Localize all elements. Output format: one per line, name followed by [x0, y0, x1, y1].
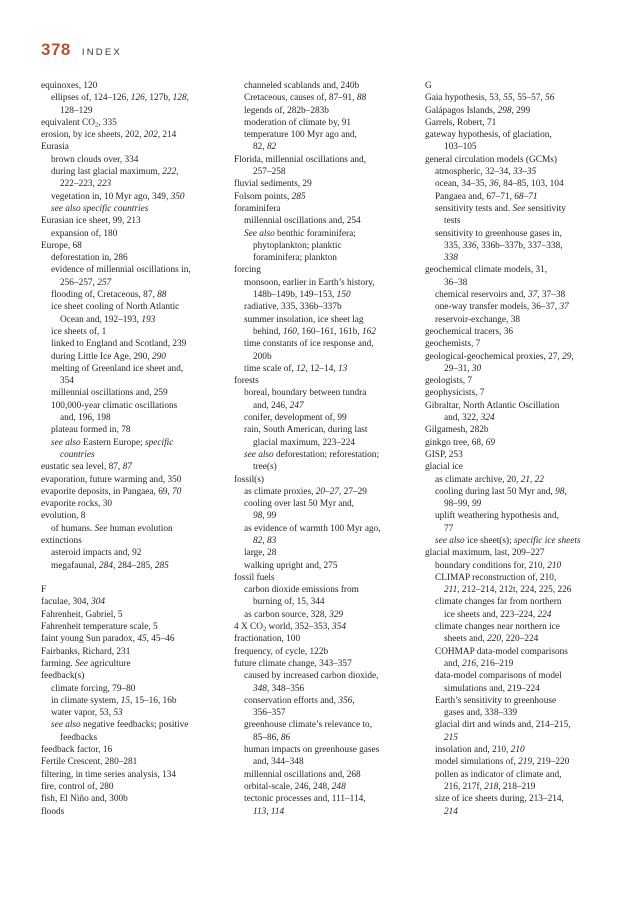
- index-subentry: during last glacial maximum, 222,: [51, 167, 179, 178]
- index-subentry: as climate archive, 20, 21, 22: [435, 474, 544, 485]
- index-subentry: linked to England and Scotland, 239: [51, 339, 187, 350]
- index-entry: GISP, 253: [425, 449, 463, 460]
- index-subentry: ice sheet cooling of North Atlantic: [51, 302, 180, 313]
- index-section-letter: G: [425, 81, 432, 91]
- index-subentry: 214: [444, 806, 458, 817]
- index-subentry: cooling over last 50 Myr and,: [244, 499, 354, 510]
- index-subentry: glacial maximum, 223–224: [253, 437, 355, 448]
- index-entry: eustatic sea level, 87, 87: [41, 462, 132, 473]
- index-subentry: burning of, 15, 344: [253, 597, 325, 608]
- index-subentry: sensitivity to greenhouse gases in,: [435, 228, 562, 239]
- index-subentry: 29–31, 30: [444, 363, 482, 374]
- index-subentry: as evidence of warmth 100 Myr ago,: [244, 523, 381, 534]
- index-subentry: time scale of, 12, 12–14, 13: [244, 363, 348, 374]
- index-subentry: data-model comparisons of model: [435, 671, 562, 682]
- index-subentry: and, 216, 216–219: [444, 658, 514, 669]
- index-subentry: 113, 114: [253, 806, 285, 817]
- index-subentry: 215: [444, 732, 458, 743]
- index-subentry: one-way transfer models, 36–37, 37: [435, 302, 569, 313]
- index-subentry: caused by increased carbon dioxide,: [244, 671, 379, 682]
- index-entry: evaporite deposits, in Pangaea, 69, 70: [41, 486, 182, 497]
- index-entry: Galápagos Islands, 298, 299: [425, 105, 531, 116]
- index-entry: fluvial sediments, 29: [234, 179, 312, 190]
- index-entry: Fahrenheit, Gabriel, 5: [41, 609, 123, 620]
- index-entry: faculae, 304, 304: [41, 597, 106, 608]
- index-subentry: See also benthic foraminifera;: [244, 228, 356, 239]
- index-entry: Florida, millennial oscillations and,: [234, 154, 366, 165]
- index-subentry: as climate proxies, 20–27, 27–29: [244, 486, 367, 497]
- index-subentry: moderation of climate by, 91: [244, 117, 352, 128]
- index-subentry: sensitivity tests and. See sensitivity: [435, 203, 566, 214]
- index-subentry: summer insolation, ice sheet lag: [244, 314, 364, 325]
- index-subentry: Earth’s sensitivity to greenhouse: [435, 695, 557, 706]
- index-subentry: tests: [444, 216, 461, 227]
- running-head: INDEX: [81, 47, 122, 58]
- index-entry: Folsom points, 285: [234, 191, 306, 202]
- index-subentry: conifer, development of, 99: [244, 413, 347, 424]
- index-entry: glacial maximum, last, 209–227: [425, 548, 545, 559]
- index-entry: erosion, by ice sheets, 202, 202, 214: [41, 130, 177, 141]
- index-subentry: 85–86, 86: [253, 732, 291, 743]
- index-subentry: 82, 82: [253, 142, 277, 153]
- index-subentry: human impacts on greenhouse gases: [244, 745, 380, 756]
- index-subentry: boreal, boundary between tundra: [244, 388, 367, 399]
- index-entry: fractionation, 100: [234, 634, 301, 645]
- index-entry: general circulation models (GCMs): [425, 154, 557, 165]
- index-subentry: 222–223, 223: [60, 179, 112, 190]
- index-subentry: orbital-scale, 246, 248, 248: [244, 781, 346, 792]
- index-entry: evaporite rocks, 30: [41, 499, 112, 510]
- index-subentry: ellipses of, 124–126, 126, 127b, 128,: [51, 93, 189, 104]
- index-subentry: see also ice sheet(s); specific ice sheets: [435, 535, 581, 546]
- index-subentry: atmospheric, 32–34, 33–35: [435, 167, 537, 178]
- index-subentry: gases and, 338–339: [444, 708, 518, 719]
- index-subentry: 36–38: [444, 277, 468, 288]
- index-subentry: and, 322, 324: [444, 413, 495, 424]
- index-entry: Eurasia: [41, 142, 69, 153]
- index-subentry: and, 246, 247: [253, 400, 304, 411]
- index-subentry: flooding of, Cretaceous, 87, 88: [51, 290, 167, 301]
- index-subentry: and, 344–348: [253, 757, 304, 768]
- index-subentry: tectonic processes and, 111–114,: [244, 794, 366, 805]
- index-entry: fossil(s): [234, 474, 264, 485]
- index-column-3: [425, 80, 610, 818]
- index-entry: Fertile Crescent, 280–281: [41, 757, 138, 768]
- index-subentry: 98–99, 99: [444, 499, 482, 510]
- index-entry: gateway hypothesis, of glaciation,: [425, 130, 552, 141]
- index-subentry: millennial oscillations and, 259: [51, 388, 168, 399]
- index-subentry: 98, 99: [253, 511, 277, 522]
- index-subentry: boundary conditions for, 210, 210: [435, 560, 562, 571]
- index-entry: frequency, of cycle, 122b: [234, 646, 329, 657]
- page-number: 378: [41, 40, 71, 59]
- index-subentry: conservation efforts and, 356,: [244, 695, 355, 706]
- index-entry: feedback(s): [41, 671, 85, 682]
- index-subentry: 128–129: [60, 105, 93, 116]
- index-subentry: vegetation in, 10 Myr ago, 349, 350: [51, 191, 185, 202]
- index-entry: Fairbanks, Richard, 231: [41, 646, 131, 657]
- index-entry: faint young Sun paradox, 45, 45–46: [41, 634, 175, 645]
- index-subentry: tree(s): [253, 462, 277, 473]
- index-subentry: foraminifera; plankton: [253, 253, 337, 264]
- index-entry: forcing: [234, 265, 261, 276]
- index-entry: forests: [234, 376, 259, 387]
- section-gap: [41, 572, 224, 584]
- index-subentry: walking upright and, 275: [244, 560, 338, 571]
- index-subentry: monsoon, earlier in Earth’s history,: [244, 277, 375, 288]
- index-entry: equinoxes, 120: [41, 81, 98, 91]
- index-subentry: insolation and, 210, 210: [435, 745, 525, 756]
- index-subentry: chemical reservoirs and, 37, 37–38: [435, 290, 566, 301]
- index-subentry: Cretaceous, causes of, 87–91, 88: [244, 93, 367, 104]
- index-subentry: ice sheets of, 1: [51, 326, 107, 337]
- index-subentry: plateau formed in, 78: [51, 425, 131, 436]
- index-subentry: millennial oscillations and, 268: [244, 769, 361, 780]
- index-subentry: during Little Ice Age, 290, 290: [51, 351, 166, 362]
- index-section-letter: F: [41, 585, 47, 596]
- index-subentry: 348, 348–356: [253, 683, 305, 694]
- index-subentry: 82, 83: [253, 535, 277, 546]
- index-subentry: pollen as indicator of climate and,: [435, 769, 562, 780]
- index-subentry: 148b–149b, 149–153, 150: [253, 290, 351, 301]
- index-subentry: see also Eastern Europe; specific: [51, 437, 174, 448]
- index-entry: foraminifera: [234, 203, 281, 214]
- index-subentry: brown clouds over, 334: [51, 154, 139, 165]
- page-header: [41, 40, 122, 62]
- index-subentry: 338: [444, 253, 458, 264]
- index-subentry: large, 28: [244, 548, 277, 559]
- index-subentry: 354: [60, 376, 74, 387]
- index-subentry: reservoir-exchange, 38: [435, 314, 520, 325]
- index-subentry: and, 196, 198: [60, 413, 111, 424]
- index-subentry: cooling during last 50 Myr and, 98,: [435, 486, 567, 497]
- index-subentry: behind, 160, 160–161, 161b, 162: [253, 326, 376, 337]
- index-subentry: of humans. See human evolution: [51, 523, 173, 534]
- index-entry: Gibraltar, North Atlantic Oscillation: [425, 400, 560, 411]
- index-entry: 4 X $CO_2$ world, 352–353, 354: [234, 622, 346, 633]
- index-entry: Gaia hypothesis, 53, 55, 55–57, 56: [425, 93, 555, 104]
- index-subentry: see also negative feedbacks; positive: [51, 720, 189, 731]
- index-column-1: [41, 80, 224, 818]
- index-subentry: see also deforestation; reforestation;: [244, 449, 380, 460]
- index-subentry: Ocean and, 192–193, 193: [60, 314, 156, 325]
- index-entry: geochemical climate models, 31,: [425, 265, 548, 276]
- index-subentry: 200b: [253, 351, 272, 362]
- index-subentry: countries: [60, 449, 95, 460]
- index-subentry: legends of, 282b–283b: [244, 105, 329, 116]
- index-subentry: 100,000-year climatic oscillations: [51, 400, 178, 411]
- index-subentry: climate forcing, 79–80: [51, 683, 136, 694]
- index-subentry: 335, 336, 336b–337b, 337–338,: [444, 240, 563, 251]
- index-entry: fire, control of, 280: [41, 781, 114, 792]
- index-subentry: 356–357: [253, 708, 286, 719]
- index-entry: Europe, 68: [41, 240, 82, 251]
- index-entry: Eurasian ice sheet, 99, 213: [41, 216, 141, 227]
- index-subentry: CLIMAP reconstruction of, 210,: [435, 572, 557, 583]
- index-entry: floods: [41, 806, 65, 817]
- index-subentry: model simulations of, 219, 219–220: [435, 757, 570, 768]
- index-subentry: ocean, 34–35, 36, 84–85, 103, 104: [435, 179, 564, 190]
- index-entry: Garrels, Robert, 71: [425, 117, 497, 128]
- index-subentry: glacial dirt and winds and, 214–215,: [435, 720, 571, 731]
- index-entry: geophysicists, 7: [425, 388, 485, 399]
- index-entry: Gilgamesh, 282b: [425, 425, 489, 436]
- index-entry: feedback factor, 16: [41, 745, 113, 756]
- index-subentry: 103–105: [444, 142, 477, 153]
- index-entry: Fahrenheit temperature scale, 5: [41, 622, 158, 633]
- index-entry: extinctions: [41, 535, 82, 546]
- index-entry: filtering, in time series analysis, 134: [41, 769, 177, 780]
- index-entry: equivalent $CO_2$, 335: [41, 117, 117, 129]
- index-subentry: phytoplankton; planktic: [253, 240, 342, 251]
- index-subentry: see also specific countries: [51, 203, 149, 214]
- index-subentry: evidence of millennial oscillations in,: [51, 265, 191, 276]
- index-subentry: uplift weathering hypothesis and,: [435, 511, 559, 522]
- index-subentry: temperature 100 Myr ago and,: [244, 130, 357, 141]
- index-subentry: 257–258: [253, 167, 286, 178]
- index-subentry: expansion of, 180: [51, 228, 118, 239]
- index-subentry: climate changes far from northern: [435, 597, 562, 608]
- index-subentry: asteroid impacts and, 92: [51, 548, 142, 559]
- index-entry: fossil fuels: [234, 572, 275, 583]
- index-subentry: simulations and, 219–224: [444, 683, 540, 694]
- index-subentry: carbon dioxide emissions from: [244, 585, 359, 596]
- index-subentry: millennial oscillations and, 254: [244, 216, 361, 227]
- index-subentry: in climate system, 15, 15–16, 16b: [51, 695, 177, 706]
- index-subentry: megafaunal, 284, 284–285, 285: [51, 560, 169, 571]
- index-entry: geochemists, 7: [425, 339, 481, 350]
- index-subentry: 77: [444, 523, 454, 534]
- index-subentry: channeled scablands and, 240b: [244, 81, 360, 91]
- index-entry: evaporation, future warming and, 350: [41, 474, 182, 485]
- index-subentry: COHMAP data-model comparisons: [435, 646, 568, 657]
- index-subentry: rain, South American, during last: [244, 425, 368, 436]
- index-subentry: sheets and, 220, 220–224: [444, 634, 539, 645]
- index-entry: ginkgo tree, 68, 69: [425, 437, 495, 448]
- index-subentry: melting of Greenland ice sheet and,: [51, 363, 184, 374]
- index-entry: farming. See agriculture: [41, 658, 131, 669]
- index-subentry: 256–257, 257: [60, 277, 112, 288]
- index-subentry: ice sheets and, 223–224, 224: [444, 609, 552, 620]
- index-subentry: 211, 212–214, 212t, 224, 225, 226: [444, 585, 572, 596]
- index-subentry: deforestation in, 286: [51, 253, 128, 264]
- index-column-2: [234, 80, 414, 818]
- index-entry: geological-geochemical proxies, 27, 29,: [425, 351, 574, 362]
- index-subentry: radiative, 335, 336b–337b: [244, 302, 342, 313]
- index-entry: glacial ice: [425, 462, 463, 473]
- index-subentry: 216, 217f, 218, 218–219: [444, 781, 536, 792]
- index-subentry: climate changes near northern ice: [435, 622, 560, 633]
- index-entry: geologists, 7: [425, 376, 473, 387]
- index-entry: future climate change, 343–357: [234, 658, 352, 669]
- index-subentry: as carbon source, 328, 329: [244, 609, 344, 620]
- index-subentry: water vapor, 53, 53: [51, 708, 123, 719]
- index-entry: evolution, 8: [41, 511, 86, 522]
- index-subentry: size of ice sheets during, 213–214,: [435, 794, 564, 805]
- index-subentry: Pangaea and, 67–71, 68–71: [435, 191, 538, 202]
- index-entry: geochemical tracers, 36: [425, 326, 514, 337]
- index-entry: fish, El Niño and, 300b: [41, 794, 128, 805]
- index-subentry: feedbacks: [60, 732, 98, 743]
- index-subentry: greenhouse climate’s relevance to,: [244, 720, 373, 731]
- index-subentry: time constants of ice response and,: [244, 339, 374, 350]
